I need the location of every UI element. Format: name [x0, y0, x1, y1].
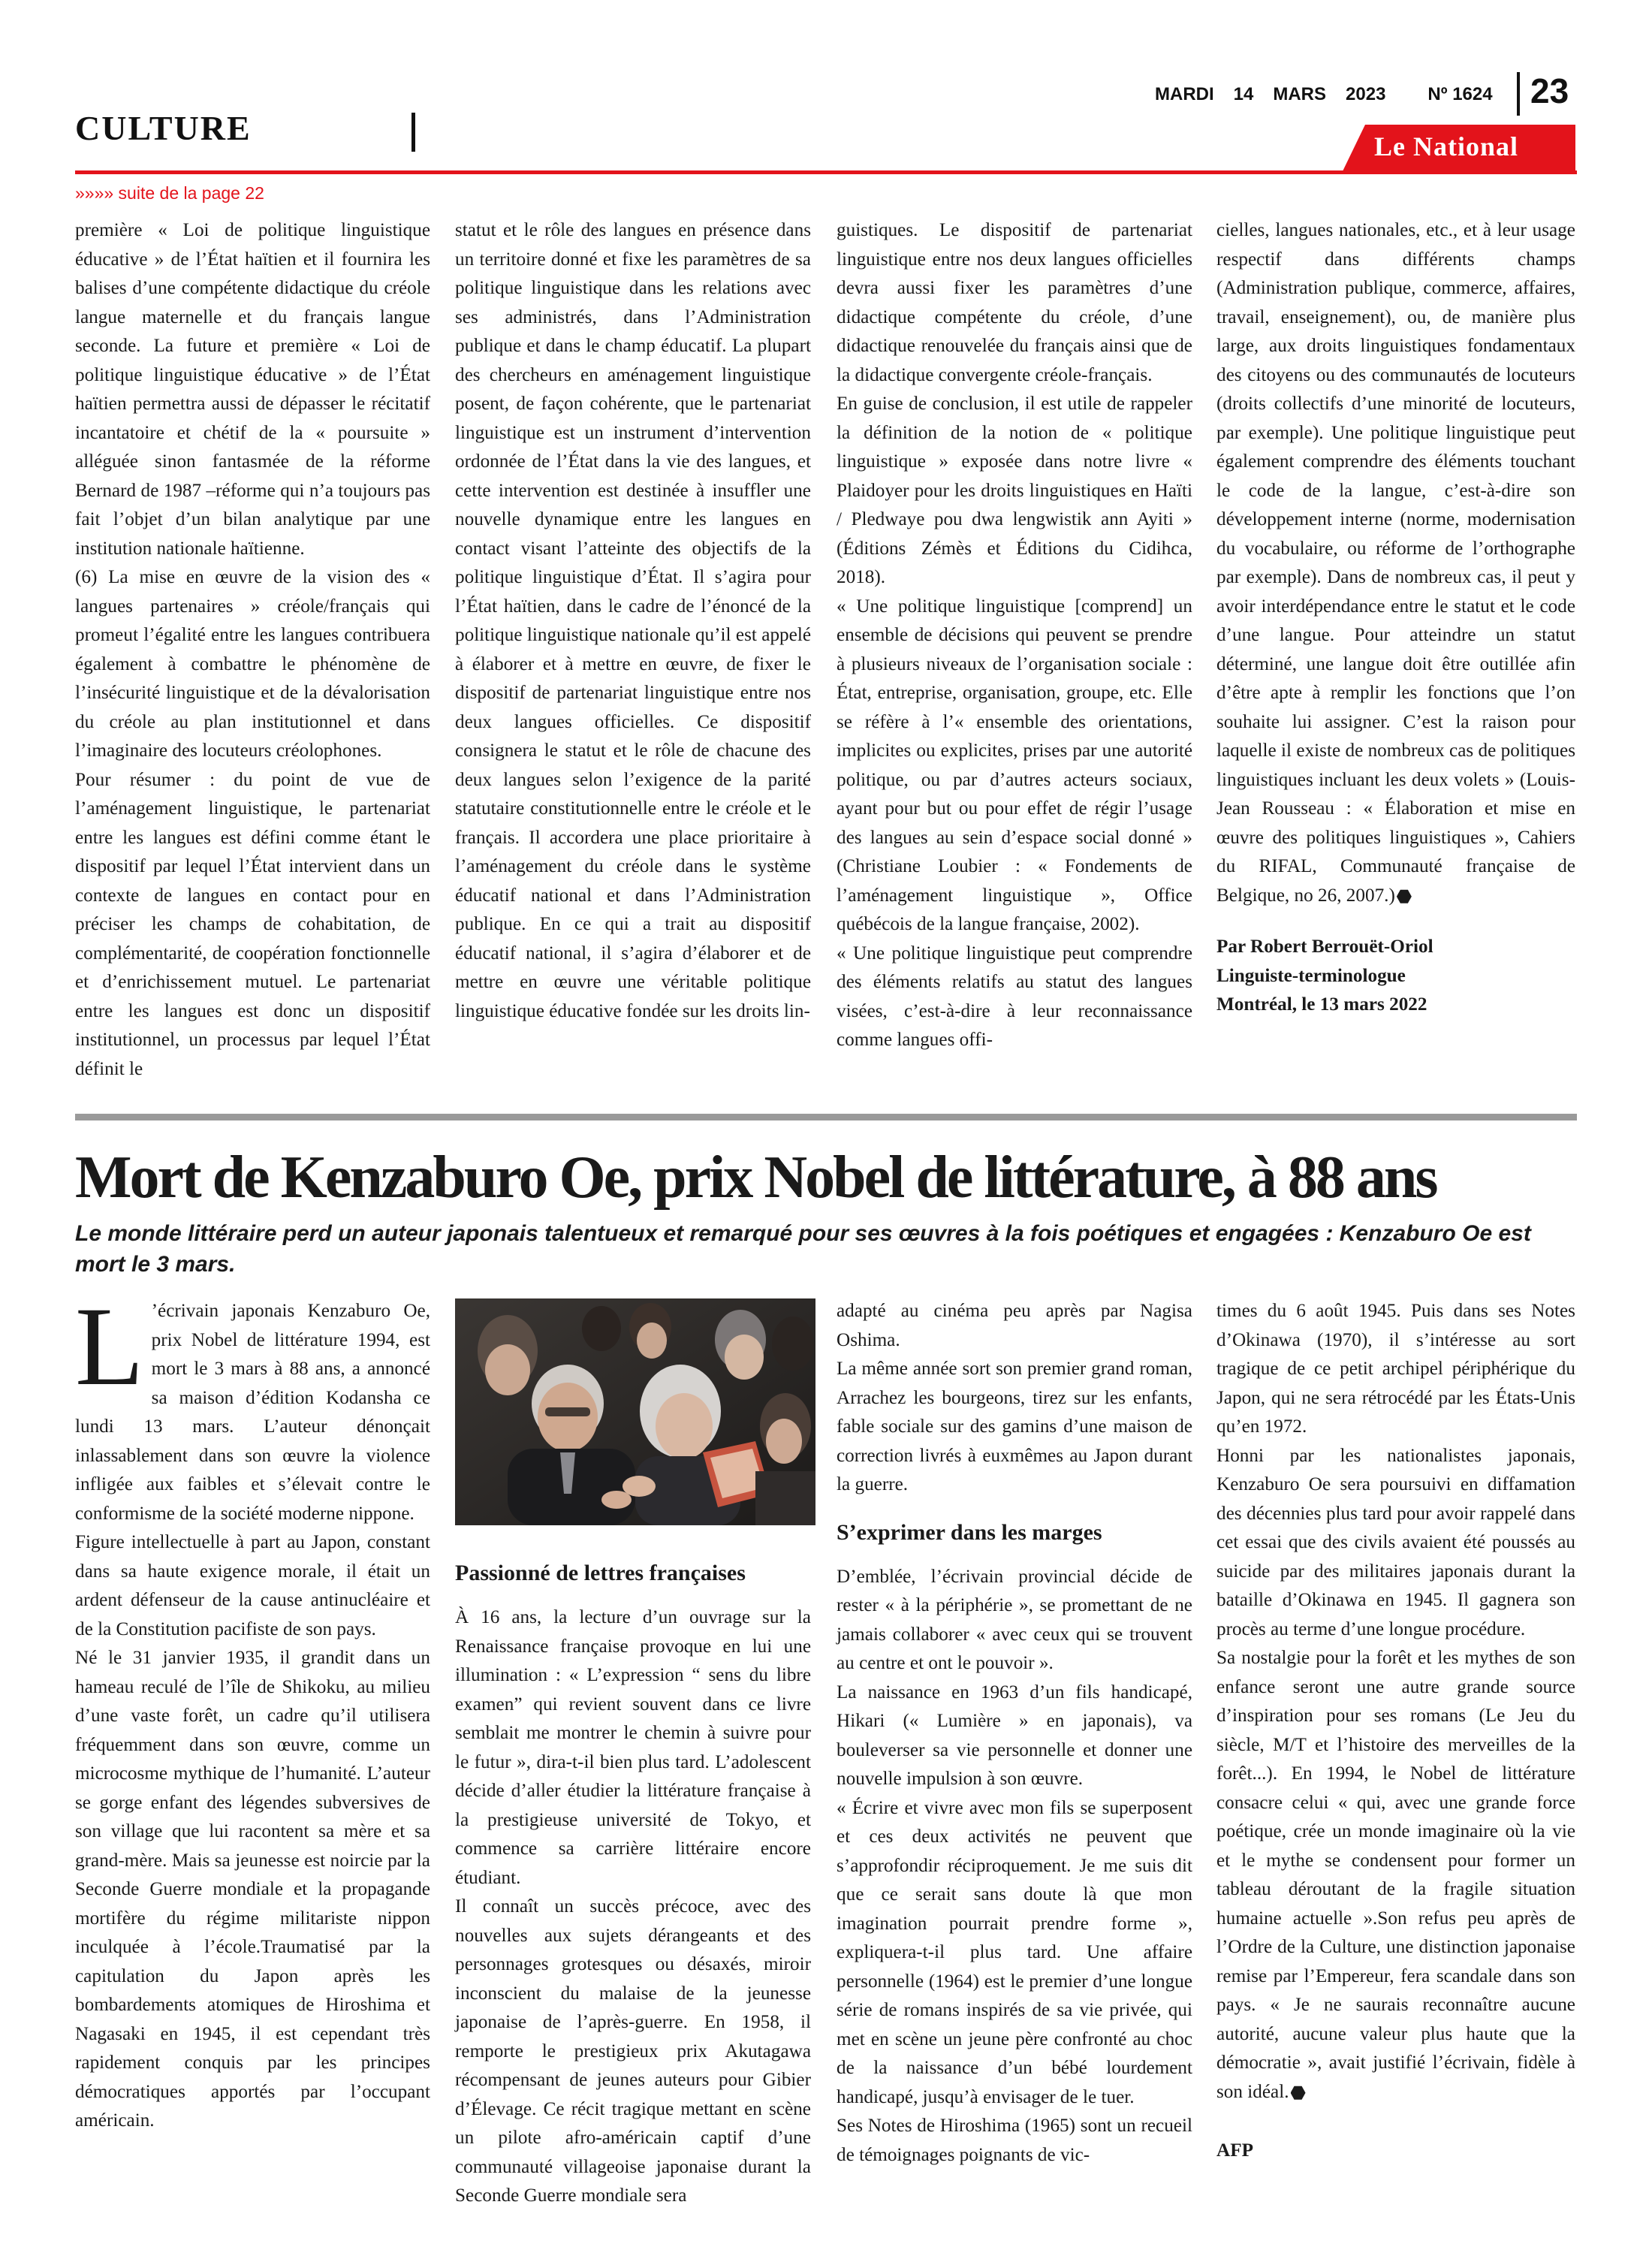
header-rule	[75, 170, 1577, 174]
end-of-article-icon	[1291, 2086, 1306, 2101]
paragraph: Pour résumer : du point de vue de l’aménagement linguistique, le partenariat entre les langues est défini comme étant le dispositif par lequel l’État intervient dans un contexte de langues en contact pour en préciser les champs de cohabitation, de complémentarité, de coopération fonctionnelle et d’enrichissement mutuel. Le partenariat entre les langues est donc un dispositif institutionnel, un processus par lequel l’État définit le	[75, 769, 430, 1079]
paragraph-text: Sa nostalgie pour la forêt et les mythes de son enfance seront une autre grande source d’inspiration pour ses romans (Le Jeu du siècle, M/T et l’histoire des merveilles de la forêt...). En 1994, le Nobel de littérature consacre celui « qui, avec une grande force poétique, crée un monde imaginaire où la vie et le mythe se condensent pour former un tableau déroutant de la fragile situation humaine actuelle ».Son refus peu après de l’Ordre de la Culture, une distinction japonaise remise par l’Empereur, fera scandale dans son pays. « Je ne saurais reconnaître aucune autorité, aucune valeur plus haute que la démocratie », avait justifié l’écrivain, fidèle à son idéal.	[1216, 1648, 1575, 2102]
page-number-divider	[1517, 72, 1520, 116]
issue-date	[1155, 84, 1493, 105]
photo-kenzaburo-oe-signing	[455, 1298, 815, 1525]
paragraph: Il connaît un succès précoce, avec des nouvelles aux sujets dérangeants et des personnages grotesques ou désaxés, miroir inconscient du malaise de la jeunesse japonaise de l’après-guerre. En 1958, il remporte le prestigieux prix Akutagawa récompensant de jeunes auteurs pour Gibier d’Élevage. Ce récit tragique mettant en scène un pilote afro-américain captif d’une communauté villageoise japonaise durant la Seconde Guerre mondiale sera	[455, 1896, 811, 2206]
article2-deck: Le monde littéraire perd un auteur japonais talentueux et remarqué pour ses œuvres à la fois poétiques et engagées : Kenzaburo Oe est mort le 3 mars.	[75, 1221, 1531, 1277]
paragraph-text: cielles, langues nationales, etc., et à leur usage respectif dans différents champs (Administration publique, commerce, affaires, travail, enseignement), ou, de manière plus large, aux droits linguistiques fondamentaux des citoyens ou des communautés de locuteurs (droits collectifs d’une minorité de locuteurs, par exemple). Une politique linguistique peut également comprendre des éléments touchant le code de la langue, c’est-à-dire son développement interne (norme, modernisation du vocabulaire, ou réforme de l’orthographe par exemple). Dans de nombreux cas, il peut y avoir interdépendance entre le statut et le code d’une langue. Pour atteindre un statut déterminé, une langue doit être outillée afin d’être apte à remplir les fonctions que l’on souhaite lui assigner. C’est la raison pour laquelle il existe de nombreux cas de politiques linguistiques incluant les deux volets » (Louis-Jean Rousseau : « Élaboration et mise en œuvre des politiques linguistiques », Cahiers du RIFAL, Communauté française de Belgique, no 26, 2007.)	[1216, 220, 1575, 906]
paragraph: La même année sort son premier grand roman, Arrachez les bourgeons, tirez sur les enfants, fable sociale sur des gamins d’une maison de correction livrés à euxmêmes au Japon durant la guerre.	[837, 1359, 1192, 1494]
article2-headline: Mort de Kenzaburo Oe, prix Nobel de littérature, à 88 ans	[75, 1145, 1436, 1211]
paragraph: Né le 31 janvier 1935, il grandit dans un hameau reculé de l’île de Shikoku, au milieu d’une vaste forêt, un cadre qu’il utilisera fréquemment dans son œuvre, comme un microcosme mythique de l’humanité. L’auteur se gorge enfant des légendes subversives de son village que lui racontent sa mère et sa grand-mère. Mais sa jeunesse est noircie par la Seconde Guerre mondiale et la propagande mortifère du régime militariste nippon inculquée à l’école.Traumatisé par la capitulation du Japon après les bombardements atomiques de Hiroshima et Nagasaki en 1945, il est cependant très rapidement conquis par les principes démocratiques apportés par l’occupant américain.	[75, 1648, 430, 2131]
paragraph: adapté au cinéma peu après par Nagisa Oshima.	[837, 1301, 1192, 1350]
author-role: Linguiste-terminologue	[1216, 965, 1406, 986]
paragraph: statut et le rôle des langues en présence dans un territoire donné et fixe les paramètres de sa politique linguistique dans les relations avec ses administrés, dans l’Administration publique et dans le champ éducatif. La plupart des chercheurs en aménagement linguistique posent, de façon cohérente, que le partenariat linguistique est un instrument d’intervention ordonnée de l’État dans la vie des langues, et cette intervention est destinée à insuffler une nouvelle dynamique entre les langues en contact visant l’atteinte des objectifs de la politique linguistique d’État. Il s’agira pour l’État haïtien, dans le cadre de l’énoncé de la politique linguistique nationale qu’il est appelé à élaborer et à mettre en œuvre, de fixer le dispositif de partenariat linguistique entre nos deux langues officielles. Ce dispositif consignera le statut et le rôle de chacune des deux langues selon l’exigence de la parité statutaire constitutionnelle entre le créole et le français. Il accordera une place prioritaire à l’aménagement du créole dans le système éducatif national et dans l’Administration publique. En ce qui a trait au dispositif éducatif national, il s’agira d’élaborer et de mettre en œuvre une véritable politique linguistique éducative fondée sur les droits lin-	[455, 220, 811, 1021]
paragraph: En guise de conclusion, il est utile de rappeler la définition de la notion de « politique linguistique » exposée dans notre livre « Plaidoyer pour les droits linguistiques en Haïti / Pledwaye pou dwa lengwistik ann Ayiti » (Éditions Zémès et Éditions du Cidihca, 2018).	[837, 394, 1192, 587]
paragraph-text: ’écrivain japonais Kenzaburo Oe, prix Nobel de littérature 1994, est mort le 3 mars à 88 ans, a annoncé sa maison d’édition Kodansha ce lundi 13 mars. L’auteur dénonçait inlassablement dans son œuvre la violence infligée aux faibles et s’élevait contre le conformisme de la société moderne nippone.	[75, 1301, 430, 1524]
article2-column-3	[837, 1297, 1192, 2170]
paragraph: (6) La mise en œuvre de la vision des « langues partenaires » créole/français qui promeut l’égalité entre les langues contribuera également à combattre le phénomène de l’insécurité linguistique et de la dévalorisation du créole au plan institutionnel et dans l’imaginaire des locuteurs créolophones.	[75, 567, 430, 761]
article-photo	[455, 1298, 815, 1525]
article1-column-3	[837, 216, 1192, 1055]
issue-day: MARDI	[1155, 84, 1214, 104]
paragraph: « Une politique linguistique peut comprendre des éléments relatifs au statut des langues visées, c’est-à-dire à leur reconnaissance comme langues offi-	[837, 943, 1192, 1050]
author-byline	[1216, 933, 1575, 1020]
section-divider	[411, 113, 415, 152]
issue-month: MARS	[1273, 84, 1327, 104]
page-number: 23	[1530, 71, 1569, 110]
issue-number: Nº 1624	[1427, 84, 1493, 104]
paragraph: La naissance en 1963 d’un fils handicapé, Hikari (« Lumière » en japonais), va bouleverser sa vie personnelle et donner une nouvelle impulsion à son œuvre.	[837, 1681, 1192, 1789]
article1-column-4	[1216, 216, 1575, 1020]
article-separator	[75, 1114, 1577, 1120]
issue-date-num: 14	[1233, 84, 1254, 104]
paragraph: À 16 ans, la lecture d’un ouvrage sur la Renaissance française provoque en lui une illumination : « L’expression “ sens du libre examen” qui revient souvent dans ce livre semblait me montrer le chemin à suivre pour le futur », dira-t-il bien plus tard. L’adolescent décide d’aller étudier la littérature française à la prestigieuse université de Tokyo, et commence sa carrière littéraire encore étudiant.	[455, 1607, 811, 1888]
subheading: S’exprimer dans les marges	[837, 1519, 1102, 1545]
paragraph: Figure intellectuelle à part au Japon, constant dans sa haute exigence morale, il était un ardent défenseur de la cause antinucléaire et de la Constitution pacifiste de son pays.	[75, 1532, 430, 1639]
author-name: Par Robert Berrouët-Oriol	[1216, 936, 1433, 957]
section-title: CULTURE	[75, 109, 252, 147]
article1-column-1	[75, 216, 430, 1084]
paragraph: D’emblée, l’écrivain provincial décide de rester « à la périphérie », se promettant de ne jamais collaborer « avec ceux qui se trouvent au centre et ont le pouvoir ».	[837, 1566, 1192, 1673]
continued-from-link[interactable]: »»»» suite de la page 22	[75, 183, 264, 203]
paragraph: première « Loi de politique linguistique éducative » de l’État haïtien et il fournira les balises d’une compétente didactique du créole langue maternelle et du français langue seconde. La future et première « Loi de politique linguistique éducative » de l’État haïtien permettra aussi de dépasser le récitatif incantatoire et chétif de la « poursuite » alléguée sinon fantasmée de la réforme Bernard de 1987 –réforme qui n’a toujours pas fait l’objet d’un bilan analytique par une institution nationale haïtienne.	[75, 220, 430, 559]
article2-column-1	[75, 1284, 430, 2136]
article2-column-2	[455, 1540, 811, 2211]
news-agency-credit: AFP	[1216, 2140, 1253, 2161]
subheading: Passionné de lettres françaises	[455, 1561, 746, 1585]
masthead-title: Le National	[1374, 131, 1519, 161]
article2-column-4	[1216, 1297, 1575, 2166]
paragraph	[1216, 1644, 1575, 2107]
paragraph: guistiques. Le dispositif de partenariat linguistique entre nos deux langues officielles devra aussi fixer les paramètres d’une didactique compétente du créole, d’une didactique renouvelée du français ainsi que de la didactique convergente créole-français.	[837, 220, 1192, 385]
paragraph: « Une politique linguistique [comprend] un ensemble de décisions qui peuvent se prendre à plusieurs niveaux de l’organisation sociale : État, entreprise, organisation, groupe, etc. Elle se réfère à l’« ensemble des orientations, implicites ou explicites, prises par une autorité politique, ou par d’autres acteurs sociaux, ayant pour but ou pour effet de régir l’usage des langues au sein d’espace social donné » (Christiane Loubier : « Fondements de l’aménagement linguistique », Office québécois de la langue française, 2002).	[837, 596, 1192, 934]
article1-column-2	[455, 216, 811, 1026]
paragraph: times du 6 août 1945. Puis dans ses Notes d’Okinawa (1970), il s’intéresse au sort tragique de ce petit archipel périphérique du Japon, qui ne sera rétrocédé par les États-Unis qu’en 1972.	[1216, 1301, 1575, 1437]
issue-year: 2023	[1346, 84, 1386, 104]
paragraph	[1216, 216, 1575, 910]
drop-cap: L	[75, 1284, 144, 1409]
paragraph	[75, 1284, 430, 1528]
end-of-article-icon	[1397, 889, 1412, 904]
paragraph: Honni par les nationalistes japonais, Kenzaburo Oe sera poursuivi en diffamation des décennies plus tard pour avoir rappelé dans cet essai que des civils avaient été poussés au suicide par des militaires japonais durant la bataille d’Okinawa en 1945. Il gagnera son procès au terme d’une longue procédure.	[1216, 1445, 1575, 1639]
paragraph: « Écrire et vivre avec mon fils se superposent et ces deux activités ne peuvent que s’approfondir réciproquement. Je me suis dit que ce serait sans doute là que mon imagination pourrait prendre forme », expliquera-t-il plus tard. Une affaire personnelle (1964) est le premier d’une longue série de romans inspirés de sa vie privée, qui met en scène un jeune père confronté au choc de la naissance d’un bébé lourdement handicapé, jusqu’à envisager de le tuer.	[837, 1797, 1192, 2107]
author-place-date: Montréal, le 13 mars 2022	[1216, 994, 1427, 1015]
paragraph: Ses Notes de Hiroshima (1965) sont un recueil de témoignages poignants de vic-	[837, 2116, 1192, 2165]
